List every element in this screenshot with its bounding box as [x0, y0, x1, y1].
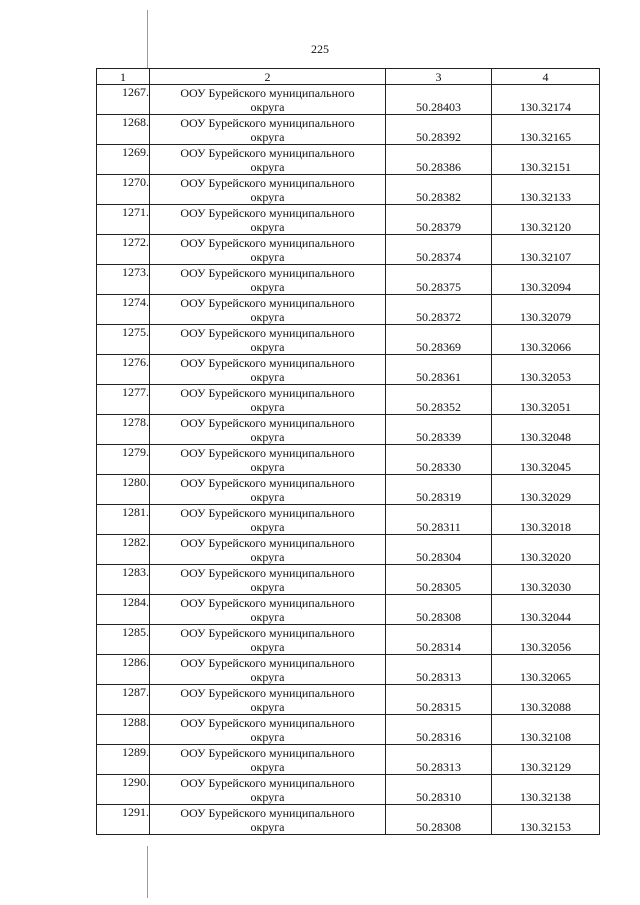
row-number: 1269.	[97, 145, 150, 175]
object-name-line-2: округа	[250, 699, 285, 714]
longitude-cell: 130.32120	[492, 205, 600, 235]
object-name-line-1: ООУ Бурейского муниципального	[180, 445, 355, 460]
longitude-cell: 130.32174	[492, 85, 600, 115]
table-body	[97, 85, 600, 835]
object-name-line-1: ООУ Бурейского муниципального	[180, 625, 355, 640]
table-row	[97, 145, 600, 175]
object-name	[150, 325, 386, 355]
latitude-cell: 50.28382	[386, 175, 492, 205]
row-number: 1270.	[97, 175, 150, 205]
longitude-cell: 130.32030	[492, 565, 600, 595]
object-name	[150, 475, 386, 505]
longitude-cell: 130.32053	[492, 355, 600, 385]
object-name	[150, 145, 386, 175]
object-name-line-1: ООУ Бурейского муниципального	[180, 565, 355, 580]
object-name-line-1: ООУ Бурейского муниципального	[180, 115, 355, 130]
page-number: 225	[311, 42, 329, 56]
latitude-cell: 50.28392	[386, 115, 492, 145]
longitude-cell: 130.32066	[492, 325, 600, 355]
object-name-line-1: ООУ Бурейского муниципального	[180, 175, 355, 190]
table-row	[97, 595, 600, 625]
longitude-cell: 130.32056	[492, 625, 600, 655]
row-number: 1281.	[97, 505, 150, 535]
object-name-line-2: округа	[250, 639, 285, 654]
margin-line-bottom	[147, 846, 148, 898]
object-name-line-2: округа	[250, 609, 285, 624]
object-name-line-2: округа	[250, 309, 285, 324]
object-name-line-2: округа	[250, 129, 285, 144]
latitude-cell: 50.28319	[386, 475, 492, 505]
object-name	[150, 565, 386, 595]
latitude-cell: 50.28305	[386, 565, 492, 595]
latitude-cell: 50.28352	[386, 385, 492, 415]
object-name	[150, 745, 386, 775]
header-row	[97, 69, 600, 85]
object-name	[150, 235, 386, 265]
row-number: 1272.	[97, 235, 150, 265]
object-name-line-1: ООУ Бурейского муниципального	[180, 145, 355, 160]
object-name	[150, 175, 386, 205]
row-number: 1288.	[97, 715, 150, 745]
object-name	[150, 625, 386, 655]
table-row	[97, 205, 600, 235]
longitude-cell: 130.32107	[492, 235, 600, 265]
table-row	[97, 445, 600, 475]
object-name-line-1: ООУ Бурейского муниципального	[180, 415, 355, 430]
latitude-cell: 50.28315	[386, 685, 492, 715]
table-row	[97, 685, 600, 715]
row-number: 1279.	[97, 445, 150, 475]
longitude-cell: 130.32045	[492, 445, 600, 475]
object-name	[150, 505, 386, 535]
row-number: 1274.	[97, 295, 150, 325]
table-row	[97, 625, 600, 655]
object-name-line-2: округа	[250, 819, 285, 834]
column-header: 1	[97, 69, 150, 85]
object-name-line-2: округа	[250, 429, 285, 444]
table-row	[97, 805, 600, 835]
latitude-cell: 50.28311	[386, 505, 492, 535]
latitude-cell: 50.28372	[386, 295, 492, 325]
object-name-line-2: округа	[250, 219, 285, 234]
object-name	[150, 445, 386, 475]
table-row	[97, 325, 600, 355]
table-row	[97, 775, 600, 805]
row-number: 1284.	[97, 595, 150, 625]
row-number: 1286.	[97, 655, 150, 685]
object-name	[150, 295, 386, 325]
table-row	[97, 385, 600, 415]
longitude-cell: 130.32088	[492, 685, 600, 715]
object-name-line-2: округа	[250, 519, 285, 534]
longitude-cell: 130.32151	[492, 145, 600, 175]
object-name-line-1: ООУ Бурейского муниципального	[180, 775, 355, 790]
object-name-line-1: ООУ Бурейского муниципального	[180, 265, 355, 280]
margin-line-top	[147, 10, 148, 68]
object-name-line-1: ООУ Бурейского муниципального	[180, 685, 355, 700]
object-name-line-1: ООУ Бурейского муниципального	[180, 655, 355, 670]
object-name-line-1: ООУ Бурейского муниципального	[180, 85, 355, 100]
table-row	[97, 115, 600, 145]
longitude-cell: 130.32129	[492, 745, 600, 775]
object-name-line-1: ООУ Бурейского муниципального	[180, 475, 355, 490]
object-name	[150, 655, 386, 685]
latitude-cell: 50.28316	[386, 715, 492, 745]
object-name-line-2: округа	[250, 459, 285, 474]
latitude-cell: 50.28308	[386, 595, 492, 625]
row-number: 1290.	[97, 775, 150, 805]
longitude-cell: 130.32018	[492, 505, 600, 535]
column-header: 4	[492, 69, 600, 85]
object-name-line-2: округа	[250, 249, 285, 264]
row-number: 1268.	[97, 115, 150, 145]
latitude-cell: 50.28379	[386, 205, 492, 235]
table-row	[97, 745, 600, 775]
column-header: 2	[150, 69, 386, 85]
object-name-line-1: ООУ Бурейского муниципального	[180, 535, 355, 550]
longitude-cell: 130.32020	[492, 535, 600, 565]
column-header: 3	[386, 69, 492, 85]
latitude-cell: 50.28313	[386, 745, 492, 775]
latitude-cell: 50.28314	[386, 625, 492, 655]
row-number: 1278.	[97, 415, 150, 445]
object-name	[150, 535, 386, 565]
object-name-line-2: округа	[250, 729, 285, 744]
row-number: 1273.	[97, 265, 150, 295]
longitude-cell: 130.32051	[492, 385, 600, 415]
object-name-line-1: ООУ Бурейского муниципального	[180, 385, 355, 400]
object-name-line-1: ООУ Бурейского муниципального	[180, 745, 355, 760]
object-name-line-2: округа	[250, 489, 285, 504]
row-number: 1285.	[97, 625, 150, 655]
table-row	[97, 85, 600, 115]
object-name-line-1: ООУ Бурейского муниципального	[180, 325, 355, 340]
table-row	[97, 565, 600, 595]
table-row	[97, 355, 600, 385]
object-name-line-2: округа	[250, 99, 285, 114]
object-name-line-2: округа	[250, 159, 285, 174]
table-row	[97, 265, 600, 295]
row-number: 1277.	[97, 385, 150, 415]
longitude-cell: 130.32138	[492, 775, 600, 805]
longitude-cell: 130.32165	[492, 115, 600, 145]
latitude-cell: 50.28374	[386, 235, 492, 265]
table-row	[97, 475, 600, 505]
table-row	[97, 535, 600, 565]
latitude-cell: 50.28386	[386, 145, 492, 175]
longitude-cell: 130.32133	[492, 175, 600, 205]
object-name	[150, 595, 386, 625]
object-name	[150, 775, 386, 805]
row-number: 1267.	[97, 85, 150, 115]
object-name-line-1: ООУ Бурейского муниципального	[180, 805, 355, 820]
latitude-cell: 50.28361	[386, 355, 492, 385]
row-number: 1276.	[97, 355, 150, 385]
latitude-cell: 50.28308	[386, 805, 492, 835]
object-name-line-1: ООУ Бурейского муниципального	[180, 205, 355, 220]
longitude-cell: 130.32065	[492, 655, 600, 685]
object-name	[150, 805, 386, 835]
object-name	[150, 385, 386, 415]
table-row	[97, 715, 600, 745]
row-number: 1271.	[97, 205, 150, 235]
table-row	[97, 235, 600, 265]
row-number: 1287.	[97, 685, 150, 715]
row-number: 1280.	[97, 475, 150, 505]
object-name-line-2: округа	[250, 789, 285, 804]
row-number: 1291.	[97, 805, 150, 835]
table-row	[97, 295, 600, 325]
object-name	[150, 715, 386, 745]
latitude-cell: 50.28375	[386, 265, 492, 295]
object-name-line-1: ООУ Бурейского муниципального	[180, 505, 355, 520]
table-row	[97, 175, 600, 205]
table-row	[97, 505, 600, 535]
object-name-line-2: округа	[250, 759, 285, 774]
object-name	[150, 685, 386, 715]
table-row	[97, 655, 600, 685]
object-name-line-1: ООУ Бурейского муниципального	[180, 235, 355, 250]
object-name-line-2: округа	[250, 549, 285, 564]
longitude-cell: 130.32079	[492, 295, 600, 325]
object-name-line-2: округа	[250, 369, 285, 384]
object-name-line-2: округа	[250, 669, 285, 684]
object-name-line-1: ООУ Бурейского муниципального	[180, 355, 355, 370]
longitude-cell: 130.32094	[492, 265, 600, 295]
latitude-cell: 50.28369	[386, 325, 492, 355]
object-name-line-1: ООУ Бурейского муниципального	[180, 595, 355, 610]
latitude-cell: 50.28330	[386, 445, 492, 475]
object-name-line-1: ООУ Бурейского муниципального	[180, 715, 355, 730]
longitude-cell: 130.32029	[492, 475, 600, 505]
object-name-line-2: округа	[250, 399, 285, 414]
object-name-line-2: округа	[250, 279, 285, 294]
row-number: 1283.	[97, 565, 150, 595]
table-row	[97, 415, 600, 445]
object-name	[150, 205, 386, 235]
object-name	[150, 355, 386, 385]
row-number: 1275.	[97, 325, 150, 355]
object-name-line-1: ООУ Бурейского муниципального	[180, 295, 355, 310]
longitude-cell: 130.32153	[492, 805, 600, 835]
object-name	[150, 85, 386, 115]
latitude-cell: 50.28313	[386, 655, 492, 685]
object-name	[150, 415, 386, 445]
object-name	[150, 115, 386, 145]
object-name-line-2: округа	[250, 189, 285, 204]
row-number: 1282.	[97, 535, 150, 565]
coordinates-table	[96, 68, 600, 835]
object-name	[150, 265, 386, 295]
latitude-cell: 50.28403	[386, 85, 492, 115]
latitude-cell: 50.28310	[386, 775, 492, 805]
object-name-line-2: округа	[250, 579, 285, 594]
latitude-cell: 50.28304	[386, 535, 492, 565]
longitude-cell: 130.32044	[492, 595, 600, 625]
object-name-line-2: округа	[250, 339, 285, 354]
latitude-cell: 50.28339	[386, 415, 492, 445]
longitude-cell: 130.32108	[492, 715, 600, 745]
longitude-cell: 130.32048	[492, 415, 600, 445]
row-number: 1289.	[97, 745, 150, 775]
